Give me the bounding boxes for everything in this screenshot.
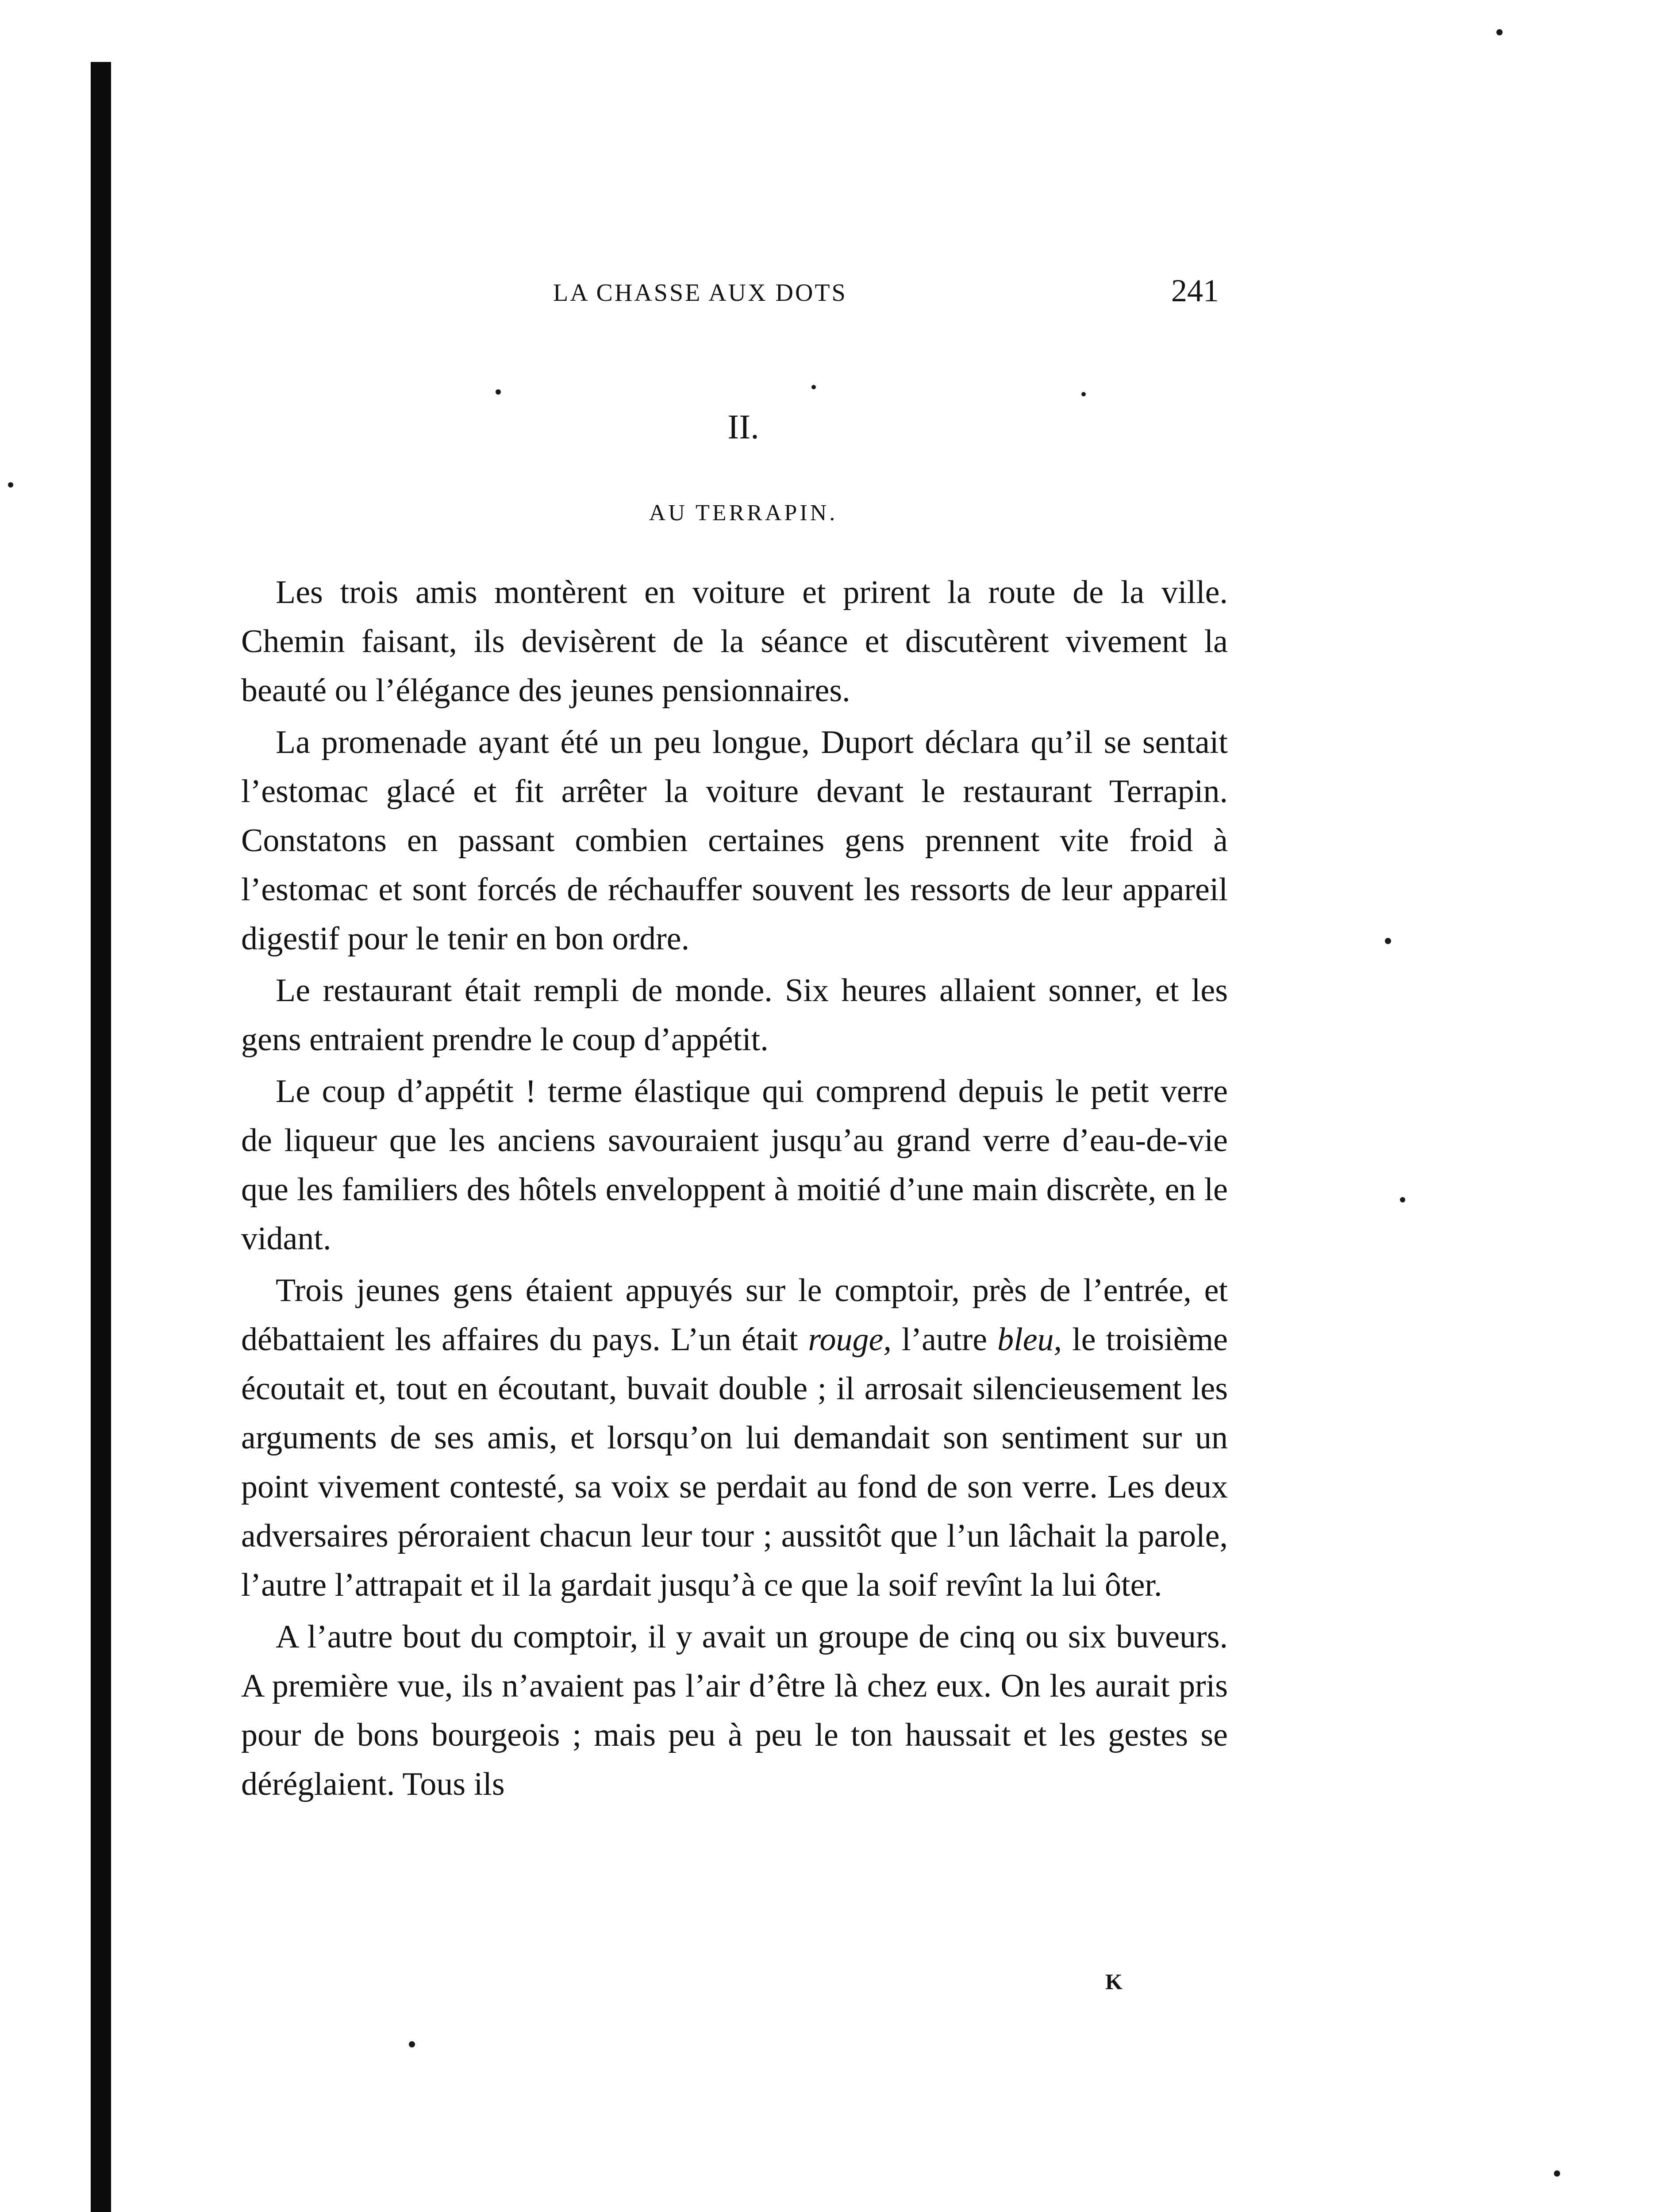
- paragraph: La promenade ayant été un peu longue, Duport déclara qu’il se sentait l’estomac glacé et fit arrêter la voiture devant le restaurant Terrapin. Constatons en passant combien certaines gens prennent vite froid à l’estomac et sont forcés de réchauffer souvent les ressorts de leur appareil digestif pour le tenir en bon ordre.: [241, 724, 1228, 957]
- scan-speck: [1385, 938, 1391, 944]
- scan-speck: [8, 482, 13, 488]
- paragraph-text: Trois jeunes gens étaient appuyés sur le comptoir, près de l’entrée, et débattaient les affaires du pays. L’un était: [241, 1272, 1228, 1358]
- chapter-number: II.: [727, 407, 759, 446]
- body-text: [241, 568, 1228, 1809]
- scan-speck: [1496, 29, 1503, 35]
- chapter-title: AU TERRAPIN.: [649, 500, 838, 526]
- book-page: [241, 265, 1228, 1812]
- italic-word-rouge: rouge,: [808, 1321, 892, 1358]
- running-head: [241, 265, 1228, 323]
- scan-speck: [409, 2041, 415, 2047]
- scan-speck: [1554, 2170, 1560, 2177]
- paragraph: Les trois amis montèrent en voiture et prirent la route de la ville. Chemin faisant, ils devisèrent de la séance et discutèrent vivement la beauté ou l’élégance des jeunes pensionnaires.: [241, 574, 1228, 709]
- page-number: 241: [1171, 273, 1219, 308]
- paragraph: [241, 1266, 1228, 1610]
- running-title: LA CHASSE AUX DOTS: [553, 279, 847, 307]
- paragraph-text: l’autre: [891, 1321, 998, 1358]
- paragraph: Le coup d’appétit ! terme élastique qui comprend depuis le petit verre de liqueur que les anciens savouraient jusqu’au grand verre d’eau-de-vie que les familiers des hôtels enveloppent à moitié d’une main discrète, en le vidant.: [241, 1073, 1228, 1257]
- signature-mark: K: [1105, 1969, 1123, 1994]
- paragraph: A l’autre bout du comptoir, il y avait un groupe de cinq ou six buveurs. A première vue, ils n’avaient pas l’air d’être là chez eux. On les aurait pris pour de bons bourgeois ; mais peu à peu le ton haussait et les gestes se déréglaient. Tous ils: [241, 1619, 1228, 1802]
- scan-speck: [1400, 1197, 1405, 1202]
- paragraph: Le restaurant était rempli de monde. Six heures allaient sonner, et les gens entraient prendre le coup d’appétit.: [241, 972, 1228, 1058]
- paragraph-text: le troisième écoutait et, tout en écoutant, buvait double ; il arrosait silencieusement les arguments de ses amis, et lorsqu’on lui demandait son sentiment sur un point vivement contesté, sa voix se perdait au fond de son verre. Les deux adversaires péroraient chacun leur tour ; aussitôt que l’un lâchait la parole, l’autre l’attrapait et il la gardait jusqu’à ce que la soif revînt la lui ôter.: [241, 1321, 1228, 1603]
- binding-edge: [91, 62, 111, 2212]
- italic-word-bleu: bleu,: [997, 1321, 1062, 1358]
